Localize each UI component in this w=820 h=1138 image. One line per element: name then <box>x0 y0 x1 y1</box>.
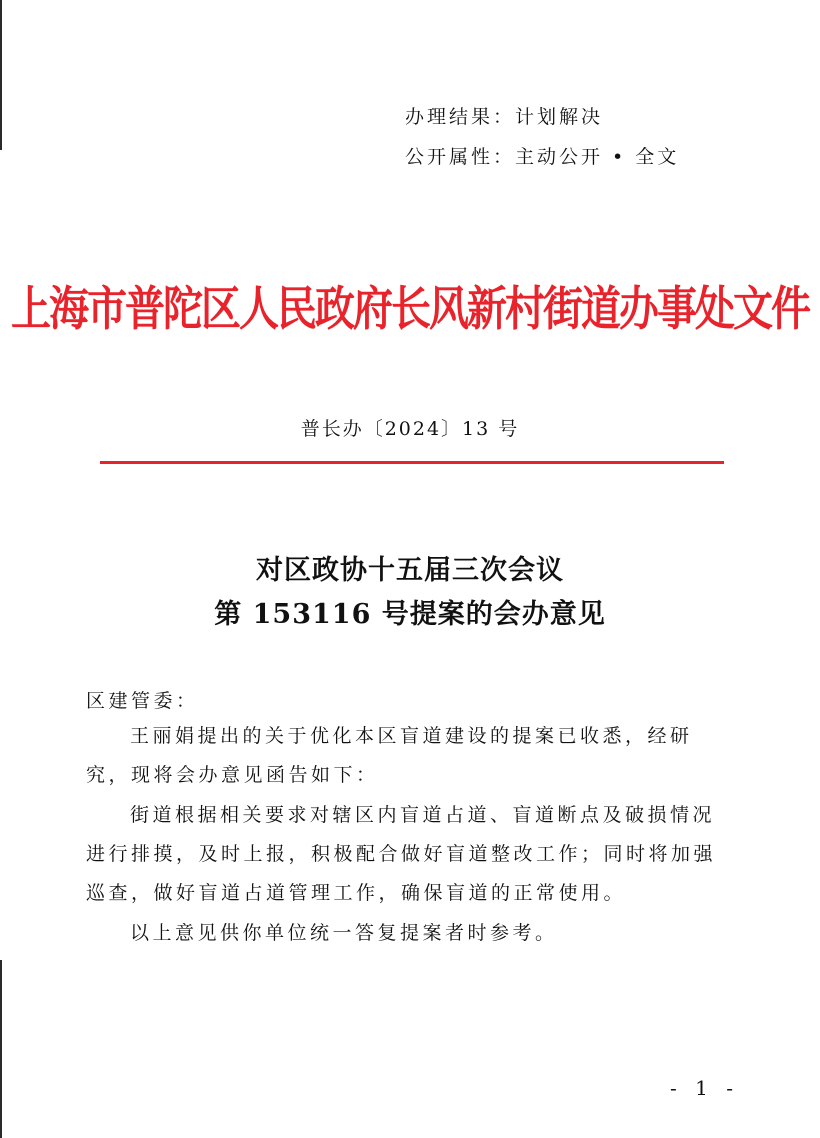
handling-result: 办理结果：计划解决 <box>405 106 604 128</box>
body-paragraph-1: 王丽娟提出的关于优化本区盲道建设的提案已收悉，经研究，现将会办意见函告如下： <box>86 725 693 786</box>
body-paragraph-2: 街道根据相关要求对辖区内盲道占道、盲道断点及破损情况进行排摸，及时上报，积极配合做好盲道整改工作；同时将加强巡查，做好盲道占道管理工作，确保盲道的正常使用。 <box>86 804 717 904</box>
issuing-organization-header: 上海市普陀区人民政府长风新村街道办事处文件 <box>11 281 809 337</box>
disclosure-attribute: 公开属性：主动公开 • 全文 <box>405 146 680 168</box>
document-number: 普长办〔2024〕13 号 <box>300 418 520 440</box>
scan-edge-mark <box>0 960 2 1138</box>
salutation: 区建管委： <box>86 690 199 712</box>
body-paragraph-3: 以上意见供你单位统一答复提案者时参考。 <box>130 922 558 944</box>
scan-edge-mark <box>0 0 2 150</box>
document-title-line-1: 对区政协十五届三次会议 <box>256 555 564 586</box>
red-divider-line <box>100 461 724 464</box>
document-title-line-2: 第 153116 号提案的会办意见 <box>214 599 606 630</box>
page-number: - 1 - <box>670 1076 739 1100</box>
